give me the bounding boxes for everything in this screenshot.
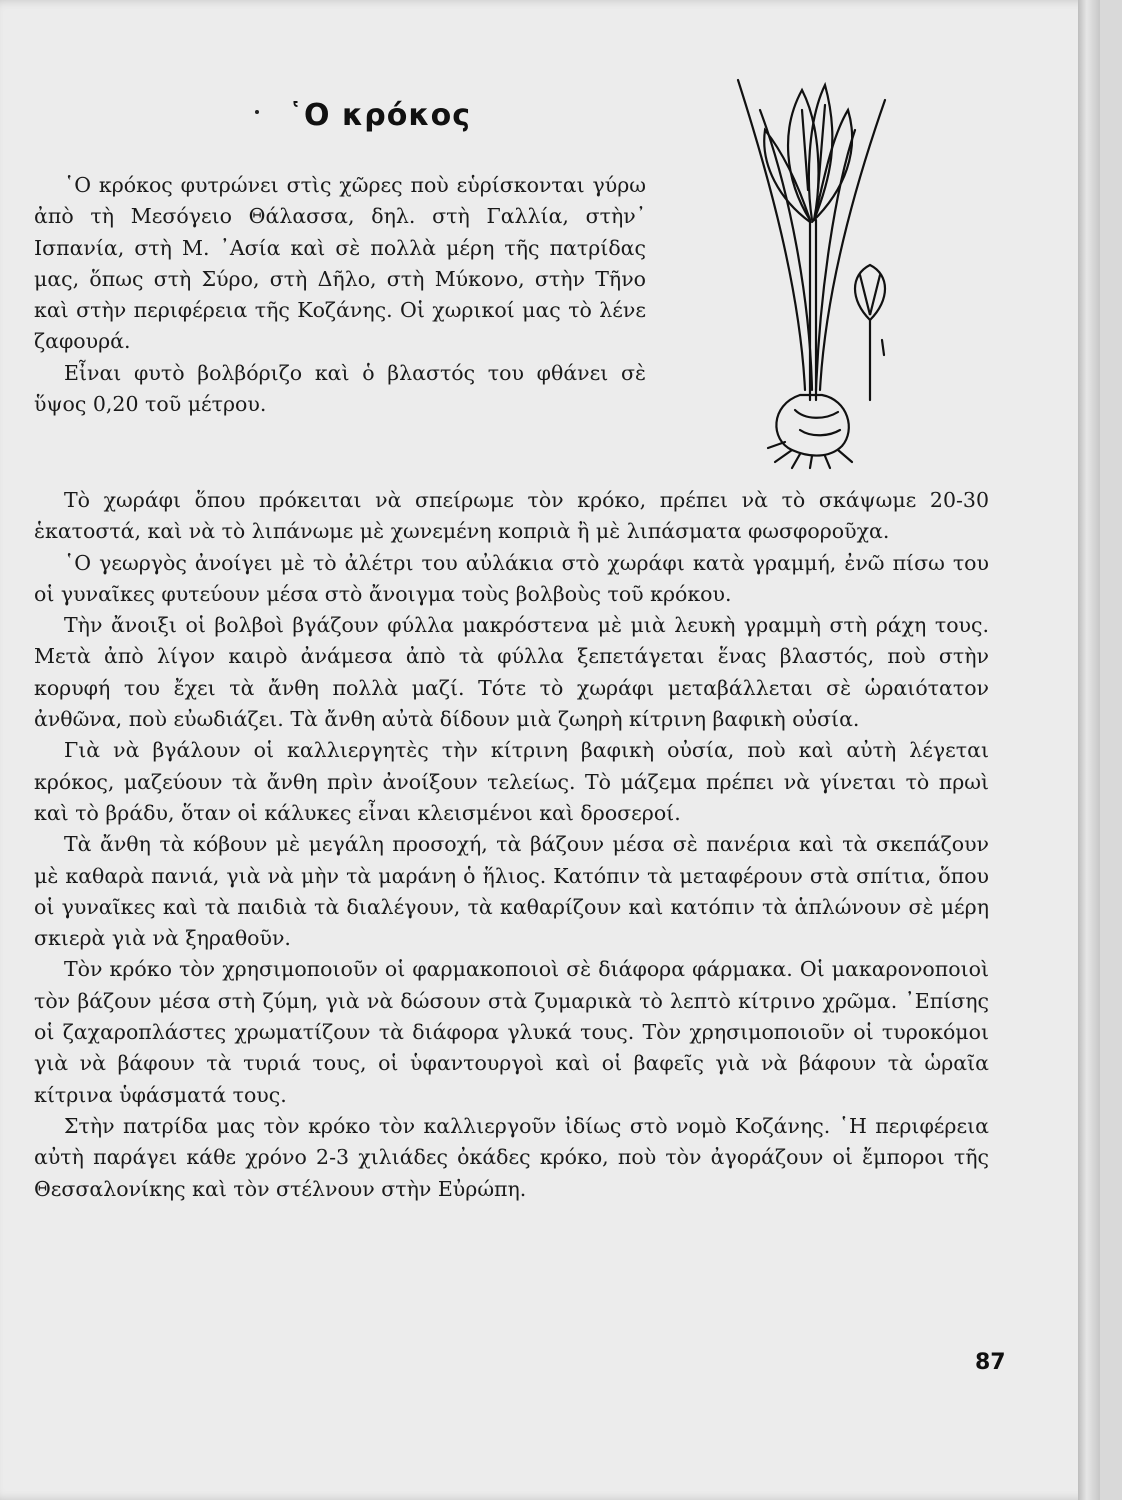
paragraph: Τὴν ἄνοιξι οἱ βολβοὶ βγάζουν φύλλα μακρόστενα μὲ μιὰ λευκὴ γραμμὴ στὴ ράχη τους. Μετὰ ἀπὸ λίγον καιρὸ ἀνάμεσα ἀπὸ τὰ φύλλα ξεπετάγεται ἕνας βλαστός, ποὺ στὴν κορυφή του ἔχει τὰ ἄνθη πολλὰ μαζί. Τότε τὸ χωράφι μεταβάλλεται σὲ ὡραιότατον ἀνθῶνα, ποὺ εὐωδιάζει. Τὰ ἄνθη αὐτὰ δίδουν μιὰ ζωηρὴ κίτρινη βαφικὴ οὐσία. [34, 613, 989, 732]
ink-dot [255, 110, 259, 114]
paragraph: Στὴν πατρίδα μας τὸν κρόκο τὸν καλλιεργοῦν ἰδίως στὸ νομὸ Κοζάνης. ῾Η περιφέρεια αὐτὴ παράγει κάθε χρόνο 2-3 χιλιάδες ὀκάδες κρόκο, ποὺ τὸν ἀγοράζουν οἱ ἔμποροι τῆς Θεσσαλονίκης καὶ τὸν στέλνουν στὴν Εὐρώπη. [34, 1113, 989, 1201]
page-number: 87 [975, 1350, 1006, 1375]
main-text [34, 485, 989, 1205]
page-title: ῾Ο κρόκος [288, 98, 472, 133]
page-edge [1078, 0, 1100, 1500]
paragraph: Εἶναι φυτὸ βολβόριζο καὶ ὁ βλαστός του φθάνει σὲ ὕψος 0,20 τοῦ μέτρου. [34, 360, 646, 417]
crocus-plant-icon [730, 70, 900, 470]
paragraph: Γιὰ νὰ βγάλουν οἱ καλλιεργητὲς τὴν κίτρινη βαφικὴ οὐσία, ποὺ καὶ αὐτὴ λέγεται κρόκος, μαζεύουν τὰ ἄνθη πρὶν ἀνοίξουν τελείως. Τὸ μάζεμα πρέπει νὰ γίνεται τὸ πρωὶ καὶ τὸ βράδυ, ὅταν οἱ κάλυκες εἶναι κλεισμένοι καὶ δροσεροί. [34, 738, 989, 825]
intro-text [34, 170, 646, 420]
paragraph: Τὸ χωράφι ὅπου πρόκειται νὰ σπείρωμε τὸν κρόκο, πρέπει νὰ τὸ σκάψωμε 20-30 ἑκατοστά, καὶ νὰ τὸ λιπάνωμε μὲ χωνεμένη κοπριὰ ἢ μὲ λιπάσματα φωσφοροῦχα. [34, 488, 989, 544]
paragraph: ῾Ο κρόκος φυτρώνει στὶς χῶρες ποὺ εὑρίσκονται γύρω ἀπὸ τὴ Μεσόγειο Θάλασσα, δηλ. στὴ Γαλλία, στὴν᾿ Ισπανία, στὴ Μ. ᾿Ασία καὶ σὲ πολλὰ μέρη τῆς πατρίδας μας, ὅπως στὴ Σύρο, στὴ Δῆλο, στὴ Μύκονο, στὴν Τῆνο καὶ στὴν περιφέρεια τῆς Κοζάνης. Οἱ χωρικοί μας τὸ λένε ζαφουρά. [34, 173, 646, 354]
paragraph: ῾Ο γεωργὸς ἀνοίγει μὲ τὸ ἀλέτρι του αὐλάκια στὸ χωράφι κατὰ γραμμή, ἐνῶ πίσω του οἱ γυναῖκες φυτεύουν μέσα στὸ ἄνοιγμα τοὺς βολβοὺς τοῦ κρόκου. [34, 550, 989, 606]
paragraph: Τὰ ἄνθη τὰ κόβουν μὲ μεγάλη προσοχή, τὰ βάζουν μέσα σὲ πανέρια καὶ τὰ σκεπάζουν μὲ καθαρὰ πανιά, γιὰ νὰ μὴν τὰ μαράνη ὁ ἥλιος. Κατόπιν τὰ μεταφέρουν στὰ σπίτια, ὅπου οἱ γυναῖκες καὶ τὰ παιδιὰ τὰ διαλέγουν, τὰ καθαρίζουν καὶ κατόπιν τὰ ἁπλώνουν σὲ μέρη σκιερὰ γιὰ νὰ ξηραθοῦν. [34, 832, 989, 951]
paragraph: Τὸν κρόκο τὸν χρησιμοποιοῦν οἱ φαρμακοποιοὶ σὲ διάφορα φάρμακα. Οἱ μακαρονοποιοὶ τὸν βάζουν μέσα στὴ ζύμη, γιὰ νὰ δώσουν στὰ ζυμαρικὰ τὸ λεπτὸ κίτρινο χρῶμα. ᾿Επίσης οἱ ζαχαροπλάστες χρωματίζουν τὰ διάφορα γλυκά τους. Τὸν χρησιμοποιοῦν οἱ τυροκόμοι γιὰ νὰ βάφουν τὰ τυριά τους, οἱ ὑφαντουργοὶ καὶ οἱ βαφεῖς γιὰ νὰ βάφουν τὰ ὡραῖα κίτρινα ὑφάσματά τους. [34, 957, 989, 1107]
